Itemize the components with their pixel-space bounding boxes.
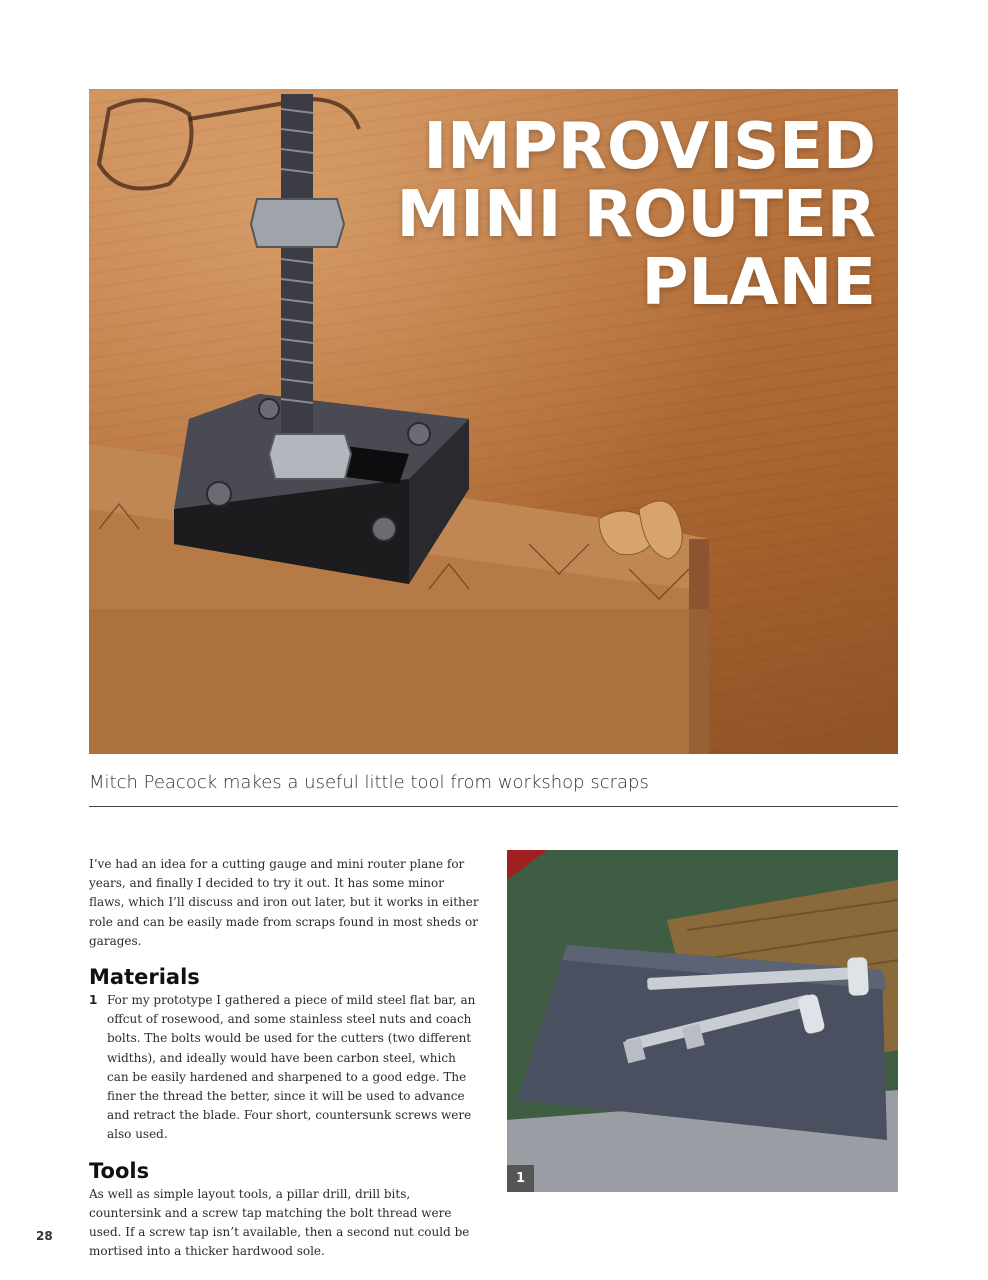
materials-heading: Materials	[89, 965, 200, 990]
tools-heading: Tools	[89, 1158, 150, 1183]
subtitle-divider	[89, 806, 898, 807]
materials-step	[89, 991, 479, 1145]
article-body	[89, 855, 479, 1261]
article-title	[396, 110, 876, 320]
tools-paragraph: As well as simple layout tools, a pillar drill, drill bits, countersink and a screw tap matching the bolt thread were used. If a screw tap isn’t available, then a second nut could be mortised into a thicker hardwood sole.	[89, 1186, 470, 1259]
bolts-on-steel-illustration	[507, 850, 898, 1192]
hero-photo	[89, 89, 898, 754]
intro-paragraph: I’ve had an idea for a cutting gauge and mini router plane for years, and finally I decided to try it out. It has some minor flaws, which I’ll discuss and iron out later, but it works in either role and can be easily made from scraps found in most sheds or garages.	[89, 857, 479, 948]
materials-photo	[507, 850, 898, 1192]
photo-number-badge: 1	[507, 1165, 534, 1192]
title-line-2: MINI ROUTER	[396, 178, 876, 252]
step-number: 1	[89, 993, 98, 1008]
materials-paragraph: For my prototype I gathered a piece of mild steel flat bar, an offcut of rosewood, and some stainless steel nuts and coach bolts. The bolts would be used for the cutters (two different widths), and ideally would have been carbon steel, which can be easily hardened and sharpened to a good edge. The finer the thread the better, since it will be used to advance and retract the blade. Four short, countersunk screws were also used.	[107, 993, 476, 1142]
title-line-3: PLANE	[641, 246, 876, 320]
page-number: 28	[36, 1229, 53, 1243]
article-subtitle: Mitch Peacock makes a useful little tool from workshop scraps	[89, 772, 649, 793]
title-line-1: IMPROVISED	[423, 110, 876, 184]
